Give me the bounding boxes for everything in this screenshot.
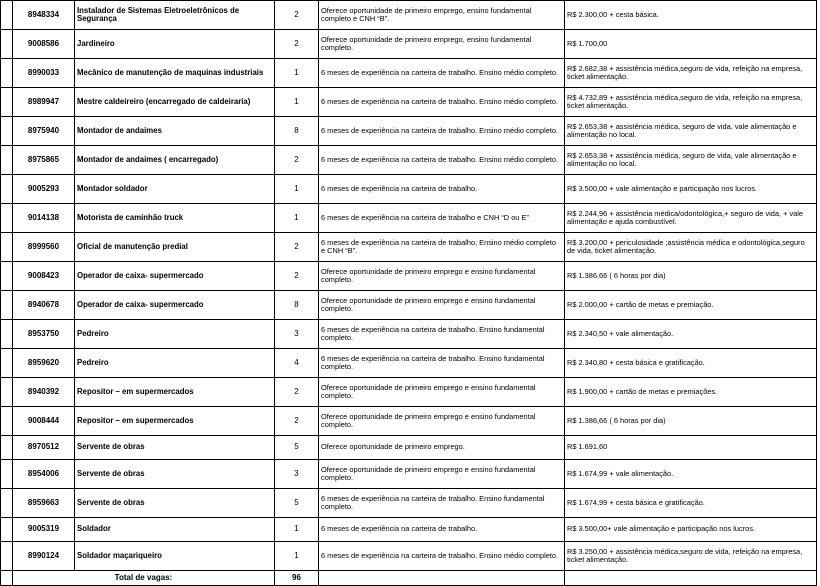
table-body <box>1 1 817 586</box>
job-code: 8953750 <box>13 320 75 349</box>
row-margin-cell <box>1 489 13 518</box>
table-row <box>1 1 817 30</box>
job-salary: R$ 1.386,66 ( 6 horas por dia) <box>565 262 817 291</box>
table-row <box>1 146 817 175</box>
vacancy-count: 3 <box>275 460 319 489</box>
job-requirements: 6 meses de experiência na carteira de trabalho. Ensino médio completo. <box>319 59 565 88</box>
row-margin-cell <box>1 460 13 489</box>
vacancy-count: 1 <box>275 88 319 117</box>
vacancy-count: 2 <box>275 1 319 30</box>
job-salary: R$ 3.500,00 + vale alimentação e participação nos lucros. <box>565 175 817 204</box>
row-margin-cell <box>1 291 13 320</box>
table-row <box>1 378 817 407</box>
job-requirements: Oferece oportunidade de primeiro emprego e ensino fundamental completo. <box>319 291 565 320</box>
vacancy-count: 2 <box>275 378 319 407</box>
job-salary: R$ 2.682,38 + assistência médica,seguro de vida, refeição na empresa, ticket alimentação. <box>565 59 817 88</box>
vacancy-count: 5 <box>275 489 319 518</box>
job-code: 9008586 <box>13 30 75 59</box>
vacancy-count: 8 <box>275 117 319 146</box>
vacancy-count: 8 <box>275 291 319 320</box>
table-row <box>1 88 817 117</box>
job-title: Pedreiro <box>75 320 275 349</box>
job-requirements: Oferece oportunidade de primeiro emprego, ensino fundamental completo. <box>319 30 565 59</box>
row-margin-cell <box>1 59 13 88</box>
job-code: 8975865 <box>13 146 75 175</box>
job-requirements: 6 meses de experiência na carteira de trabalho. Ensino médio completo. <box>319 146 565 175</box>
job-requirements: Oferece oportunidade de primeiro emprego e ensino fundamental completo. <box>319 407 565 436</box>
job-code: 8999560 <box>13 233 75 262</box>
job-salary: R$ 3.250,00 + assistência médica,seguro de vida, refeição na empresa, ticket alimentação. <box>565 542 817 571</box>
job-code: 9005293 <box>13 175 75 204</box>
job-salary: R$ 2.340,80 + cesta básica e gratificação. <box>565 349 817 378</box>
row-margin-cell <box>1 233 13 262</box>
row-margin-cell <box>1 146 13 175</box>
job-code: 8940678 <box>13 291 75 320</box>
job-code: 8990124 <box>13 542 75 571</box>
job-salary: R$ 2.000,00 + cartão de metas e premiação. <box>565 291 817 320</box>
table-row <box>1 460 817 489</box>
vacancy-count: 3 <box>275 320 319 349</box>
job-code: 9014138 <box>13 204 75 233</box>
vacancy-count: 2 <box>275 407 319 436</box>
job-title: Montador de andaimes ( encarregado) <box>75 146 275 175</box>
job-requirements: 6 meses de experiência na carteira de trabalho. <box>319 175 565 204</box>
job-salary: R$ 1.900,00 + cartão de metas e premiações. <box>565 378 817 407</box>
job-code: 8970512 <box>13 436 75 460</box>
row-margin-cell <box>1 204 13 233</box>
job-requirements: 6 meses de experiência na carteira de trabalho e CNH “D ou E” <box>319 204 565 233</box>
total-empty-cell <box>319 571 565 586</box>
job-requirements: 6 meses de experiência na carteira de trabalho. Ensino fundamental completo. <box>319 320 565 349</box>
job-requirements: Oferece oportunidade de primeiro emprego. <box>319 436 565 460</box>
job-title: Servente de obras <box>75 436 275 460</box>
job-title: Soldador maçariqueiro <box>75 542 275 571</box>
job-salary: R$ 1.700,00 <box>565 30 817 59</box>
table-row <box>1 320 817 349</box>
table-row <box>1 542 817 571</box>
job-code: 8959620 <box>13 349 75 378</box>
vacancy-count: 5 <box>275 436 319 460</box>
table-row <box>1 291 817 320</box>
table-row <box>1 204 817 233</box>
job-title: Pedreiro <box>75 349 275 378</box>
job-requirements: 6 meses de experiência na carteira de trabalho. Ensino fundamental completo. <box>319 349 565 378</box>
job-code: 9008444 <box>13 407 75 436</box>
job-requirements: Oferece oportunidade de primeiro emprego e ensino fundamental completo. <box>319 262 565 291</box>
job-code: 9008423 <box>13 262 75 291</box>
table-row <box>1 30 817 59</box>
vacancy-count: 1 <box>275 204 319 233</box>
job-salary: R$ 2.653,38 + assistência médica, seguro de vida, vale alimentação e alimentação no local. <box>565 146 817 175</box>
table-row <box>1 233 817 262</box>
job-requirements: 6 meses de experiência na carteira de trabalho; Ensino médio completo e CNH “B”. <box>319 233 565 262</box>
job-title: Montador de andaimes <box>75 117 275 146</box>
table-row <box>1 175 817 204</box>
table-row <box>1 518 817 542</box>
vacancy-count: 1 <box>275 59 319 88</box>
job-code: 8989947 <box>13 88 75 117</box>
job-title: Mecânico de manutenção de maquinas industriais <box>75 59 275 88</box>
row-margin-cell <box>1 378 13 407</box>
job-salary: R$ 2.340,50 + vale alimentação. <box>565 320 817 349</box>
vacancy-count: 2 <box>275 146 319 175</box>
row-margin-cell <box>1 542 13 571</box>
job-title: Motorista de caminhão truck <box>75 204 275 233</box>
job-title: Oficial de manutenção predial <box>75 233 275 262</box>
job-code: 8940392 <box>13 378 75 407</box>
job-code: 8948334 <box>13 1 75 30</box>
table-row <box>1 59 817 88</box>
row-margin-cell <box>1 436 13 460</box>
table-row <box>1 117 817 146</box>
job-title: Operador de caixa- supermercado <box>75 291 275 320</box>
job-salary: R$ 2.300,00 + cesta básica. <box>565 1 817 30</box>
total-row <box>1 571 817 586</box>
vacancy-count: 4 <box>275 349 319 378</box>
job-title: Mestre caldeireiro (encarregado de caldeiraria) <box>75 88 275 117</box>
table-row <box>1 489 817 518</box>
vacancy-count: 1 <box>275 542 319 571</box>
job-code: 8954006 <box>13 460 75 489</box>
vacancy-count: 2 <box>275 262 319 291</box>
row-margin-cell <box>1 571 13 586</box>
table-row <box>1 407 817 436</box>
row-margin-cell <box>1 30 13 59</box>
vacancy-count: 1 <box>275 518 319 542</box>
job-salary: R$ 1.674,99 + cesta básica e gratificação. <box>565 489 817 518</box>
row-margin-cell <box>1 518 13 542</box>
job-code: 9005319 <box>13 518 75 542</box>
row-margin-cell <box>1 262 13 291</box>
job-title: Instalador de Sistemas Eletroeletrônicos de Segurança <box>75 1 275 30</box>
table-row <box>1 436 817 460</box>
job-salary: R$ 2.653,38 + assistência médica, seguro de vida, vale alimentação e alimentação no local. <box>565 117 817 146</box>
table-row <box>1 349 817 378</box>
job-requirements: 6 meses de experiência na carteira de trabalho. Ensino médio completo. <box>319 117 565 146</box>
job-code: 8975940 <box>13 117 75 146</box>
job-title: Servente de obras <box>75 460 275 489</box>
job-requirements: Oferece oportunidade de primeiro emprego, ensino fundamental completo e CNH “B”. <box>319 1 565 30</box>
vacancy-count: 1 <box>275 175 319 204</box>
job-requirements: Oferece oportunidade de primeiro emprego e ensino fundamental completo. <box>319 460 565 489</box>
job-salary: R$ 1.674,99 + vale alimentação. <box>565 460 817 489</box>
job-requirements: 6 meses de experiência na carteira de trabalho. Ensino médio completo. <box>319 88 565 117</box>
vacancy-count: 2 <box>275 233 319 262</box>
vacancy-count: 2 <box>275 30 319 59</box>
job-title: Soldador <box>75 518 275 542</box>
job-title: Repositor – em supermercados <box>75 407 275 436</box>
total-value: 96 <box>275 571 319 586</box>
row-margin-cell <box>1 117 13 146</box>
job-title: Montador soldador <box>75 175 275 204</box>
row-margin-cell <box>1 407 13 436</box>
job-title: Operador de caixa- supermercado <box>75 262 275 291</box>
total-empty-cell <box>565 571 817 586</box>
job-code: 8990033 <box>13 59 75 88</box>
job-title: Servente de obras <box>75 489 275 518</box>
job-requirements: 6 meses de experiência na carteira de trabalho. <box>319 518 565 542</box>
row-margin-cell <box>1 175 13 204</box>
job-requirements: 6 meses de experiência na carteira de trabalho. Ensino fundamental completo. <box>319 489 565 518</box>
job-title: Repositor – em supermercados <box>75 378 275 407</box>
job-salary: R$ 1.386,66 ( 6 horas por dia) <box>565 407 817 436</box>
row-margin-cell <box>1 1 13 30</box>
job-code: 8959663 <box>13 489 75 518</box>
job-salary: R$ 3.500,00+ vale alimentação e participação nos lucros. <box>565 518 817 542</box>
job-requirements: 6 meses de experiência na carteira de trabalho. Ensino médio completo. <box>319 542 565 571</box>
job-salary: R$ 2.244,96 + assistência médica/odontológica,+ seguro de vida, + vale alimentação e ajuda combustível. <box>565 204 817 233</box>
row-margin-cell <box>1 88 13 117</box>
job-salary: R$ 3.200,00 + periculosidade ;assistência médica e odontológica,seguro de vida, ticket alimentação. <box>565 233 817 262</box>
job-requirements: Oferece oportunidade de primeiro emprego e ensino fundamental completo. <box>319 378 565 407</box>
table-row <box>1 262 817 291</box>
row-margin-cell <box>1 349 13 378</box>
job-salary: R$ 4.732,89 + assistência médica,seguro de vida, refeição na empresa, ticket alimentação. <box>565 88 817 117</box>
row-margin-cell <box>1 320 13 349</box>
job-salary: R$ 1.691,60 <box>565 436 817 460</box>
job-title: Jardineiro <box>75 30 275 59</box>
total-label: Total de vagas: <box>13 571 275 586</box>
